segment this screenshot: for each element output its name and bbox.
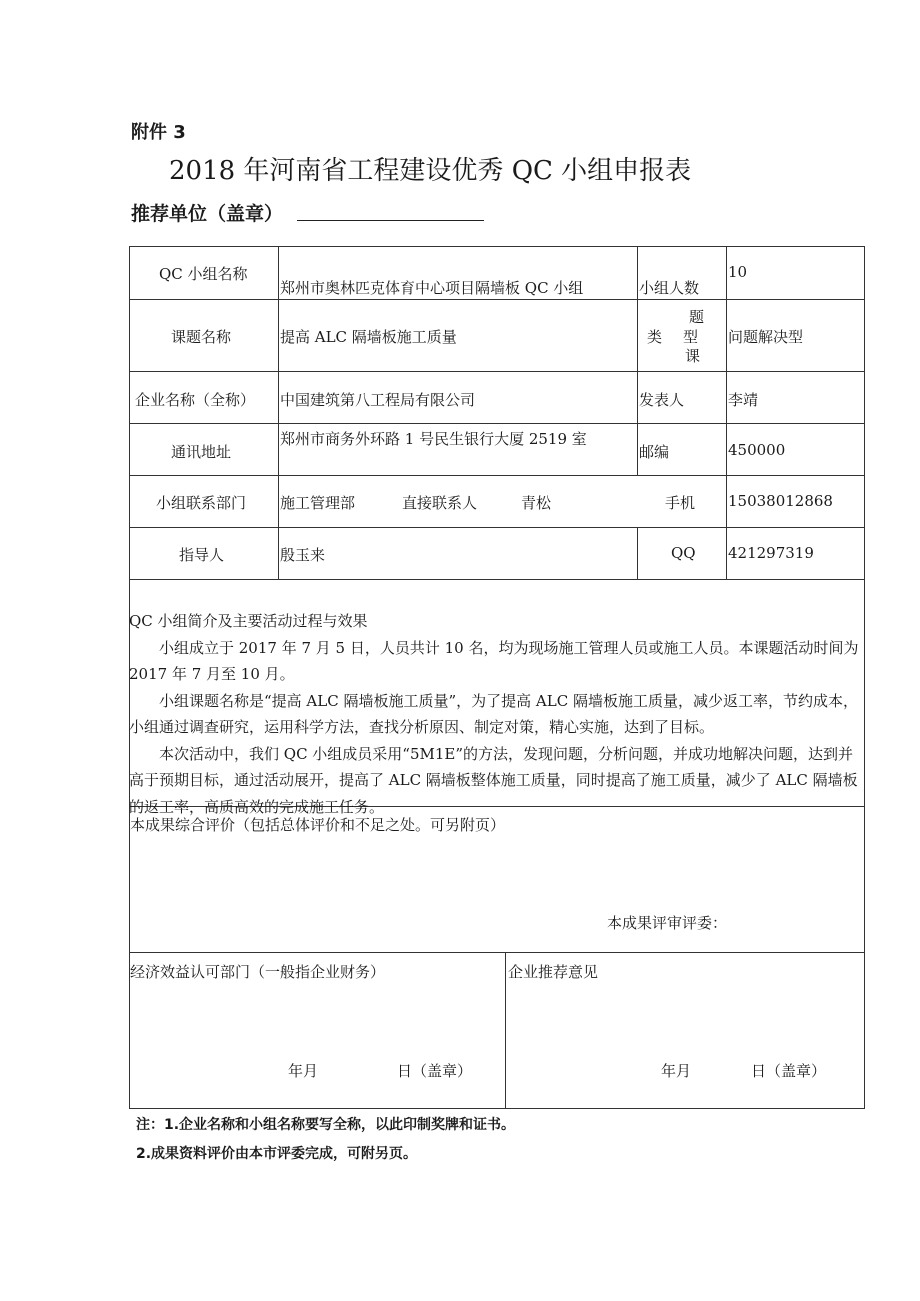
- company-label: 企业名称（全称）: [135, 391, 256, 409]
- presenter-value: 李靖: [728, 391, 759, 409]
- finance-year-month: 年月: [288, 1062, 319, 1080]
- recommend-unit-blank: [297, 220, 484, 221]
- application-form-table: [129, 246, 865, 1109]
- postcode-label: 邮编: [639, 443, 670, 461]
- summary-paragraph: 小组课题名称是“提高 ALC 隔墙板施工质量”，为了提高 ALC 隔墙板施工质量，减少返工率，节约成本，小组通过调查研究，运用科学方法，查找分析原因、制定对策，精心实施，达到了目标。: [129, 691, 858, 736]
- summary-section: [129, 608, 863, 820]
- footnote-2: 2.成果资料评价由本市评委完成，可附另页。: [136, 1146, 418, 1162]
- phone-value: 15038012868: [728, 492, 833, 510]
- summary-paragraph: 本次活动中，我们 QC 小组成员采用“5M1E”的方法，发现问题，分析问题，并成功地解决问题，达到并高于预期目标，通过活动展开，提高了 ALC 隔墙板整体施工质量，同时提高了施工质量，减少了 ALC 隔墙板的返工率，高质高效的完成施工任务。: [129, 744, 858, 816]
- finance-day-seal: 日（盖章）: [397, 1062, 473, 1080]
- topic-type-label-d: 课: [685, 347, 701, 365]
- members-label: 小组人数: [639, 279, 700, 297]
- recommend-unit-label: 推荐单位（盖章）: [131, 203, 284, 225]
- address-value: 郑州市商务外环路 1 号民生银行大厦 2519 室: [280, 430, 587, 448]
- attachment-label: 附件 3: [131, 122, 186, 143]
- judges-label: 本成果评审评委：: [607, 914, 728, 932]
- group-name-value: 郑州市奥林匹克体育中心项目隔墙板 QC 小组: [280, 279, 584, 297]
- qq-label: QQ: [671, 544, 696, 562]
- grid-line: [129, 1108, 865, 1109]
- enterprise-label: 企业推荐意见: [508, 963, 599, 981]
- presenter-label: 发表人: [639, 391, 685, 409]
- topic-type-label-b: 题: [689, 308, 705, 326]
- grid-line: [864, 246, 865, 1108]
- grid-line: [129, 952, 865, 953]
- contact-label: 直接联系人: [402, 494, 478, 512]
- summary-heading: QC 小组简介及主要活动过程与效果: [129, 612, 368, 630]
- topic-type-value: 问题解决型: [728, 328, 804, 346]
- grid-line: [278, 246, 279, 579]
- grid-line: [505, 952, 506, 1108]
- enterprise-year-month: 年月: [661, 1062, 692, 1080]
- grid-line: [637, 527, 638, 579]
- topic-value: 提高 ALC 隔墙板施工质量: [280, 328, 457, 346]
- group-name-label: QC 小组名称: [159, 265, 248, 283]
- grid-line: [726, 246, 727, 579]
- contact-value: 青松: [521, 494, 552, 512]
- topic-type-label-a: 类: [647, 328, 663, 346]
- phone-label: 手机: [665, 494, 696, 512]
- grid-line: [129, 299, 865, 300]
- postcode-value: 450000: [728, 441, 786, 459]
- grid-line: [129, 527, 865, 528]
- grid-line: [129, 246, 865, 247]
- page-title: 2018 年河南省工程建设优秀 QC 小组申报表: [169, 156, 692, 186]
- footnote-1: 注：1.企业名称和小组名称要写全称，以此印制奖牌和证书。: [136, 1117, 516, 1133]
- grid-line: [129, 475, 865, 476]
- address-label: 通讯地址: [171, 443, 232, 461]
- advisor-value: 殷玉来: [280, 546, 326, 564]
- members-value: 10: [728, 263, 748, 281]
- summary-paragraph: 小组成立于 2017 年 7 月 5 日，人员共计 10 名，均为现场施工管理人员或施工人员。本课题活动时间为 2017 年 7 月至 10 月。: [129, 638, 859, 683]
- grid-line: [129, 579, 865, 580]
- grid-line: [637, 246, 638, 475]
- advisor-label: 指导人: [179, 546, 225, 564]
- grid-line: [129, 423, 865, 424]
- evaluation-label: 本成果综合评价（包括总体评价和不足之处。可另附页）: [130, 816, 506, 834]
- topic-type-label-c: 型: [683, 328, 699, 346]
- grid-line: [129, 371, 865, 372]
- qq-value: 421297319: [728, 544, 814, 562]
- dept-label: 小组联系部门: [156, 494, 247, 512]
- enterprise-day-seal: 日（盖章）: [751, 1062, 827, 1080]
- dept-value: 施工管理部: [280, 494, 356, 512]
- finance-label: 经济效益认可部门（一般指企业财务）: [130, 963, 386, 981]
- topic-label: 课题名称: [171, 328, 232, 346]
- company-value: 中国建筑第八工程局有限公司: [280, 391, 476, 409]
